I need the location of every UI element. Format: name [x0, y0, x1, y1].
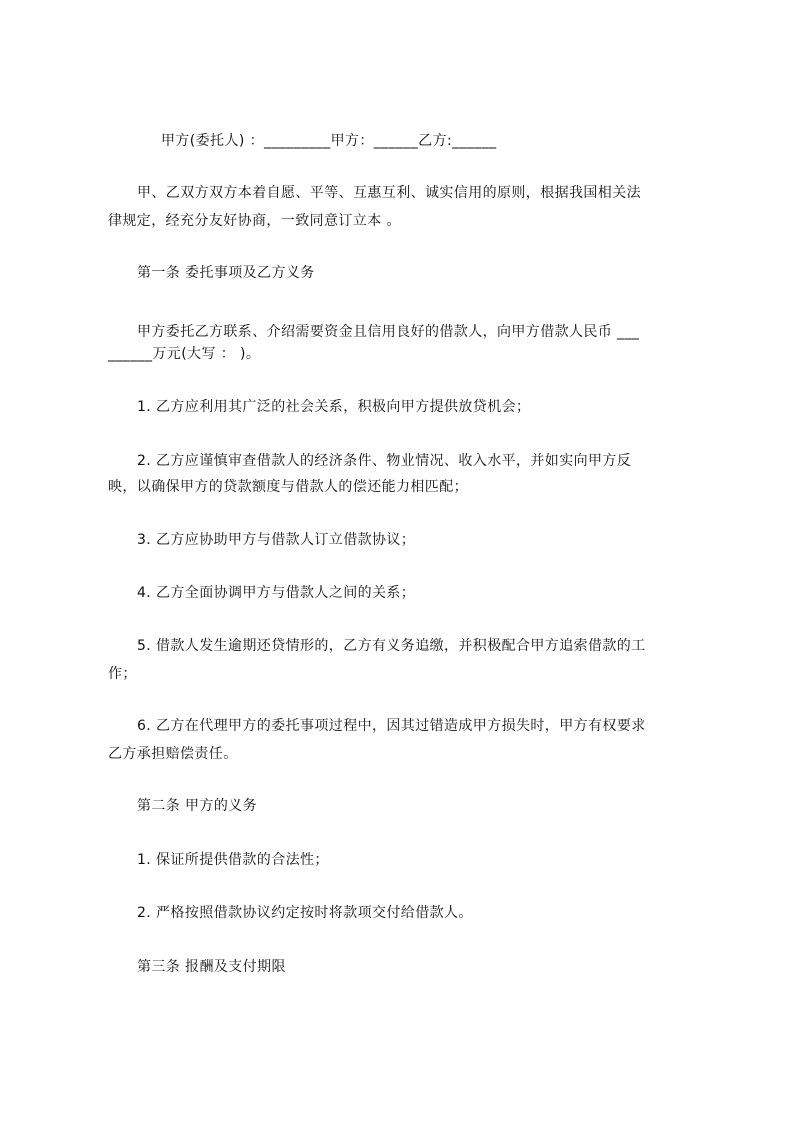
article-1-item-5-line-1: 5. 借款人发生逾期还贷情形的，乙方有义务追缴，并积极配合甲方追索借款的工: [137, 638, 646, 654]
article-1-item-3: 3. 乙方应协助甲方与借款人订立借款协议；: [137, 532, 416, 548]
article-1-item-1: 1. 乙方应利用其广泛的社会关系，积极向甲方提供放贷机会；: [137, 399, 531, 415]
article-2-heading: 第二条 甲方的义务: [137, 798, 258, 814]
preamble-line-2: 律规定，经充分友好协商，一致同意订立本 。: [108, 213, 401, 229]
article-1-intro-line-2: ______万元(大写 ： )。: [108, 346, 261, 362]
article-1-item-6-line-1: 6. 乙方在代理甲方的委托事项过程中，因其过错造成甲方损失时，甲方有权要求: [137, 718, 646, 734]
article-2-item-2: 2. 严格按照借款协议约定按时将款项交付给借款人。: [137, 905, 473, 921]
preamble-line-1: 甲、乙双方双方本着自愿、平等、互惠互利、诚实信用的原则，根据我国相关法: [137, 185, 641, 201]
header-parties-line: 甲方(委托人) ：_________甲方：______乙方:______: [161, 133, 497, 149]
article-1-item-2-line-2: 映，以确保甲方的贷款额度与借款人的偿还能力相匹配；: [108, 479, 468, 495]
article-1-item-4: 4. 乙方全面协调甲方与借款人之间的关系；: [137, 585, 416, 601]
article-1-intro-line-1: 甲方委托乙方联系、介绍需要资金且信用良好的借款人，向甲方借款人民币 ___: [137, 324, 640, 340]
article-2-item-1: 1. 保证所提供借款的合法性；: [137, 852, 329, 868]
article-1-heading: 第一条 委托事项及乙方义务: [137, 265, 315, 281]
article-1-item-6-line-2: 乙方承担赔偿责任。: [108, 746, 238, 762]
article-1-item-5-line-2: 作；: [108, 666, 137, 682]
article-3-heading: 第三条 报酬及支付期限: [137, 959, 286, 975]
article-1-item-2-line-1: 2. 乙方应谨慎审查借款人的经济条件、物业情况、收入水平，并如实向甲方反: [137, 453, 632, 469]
